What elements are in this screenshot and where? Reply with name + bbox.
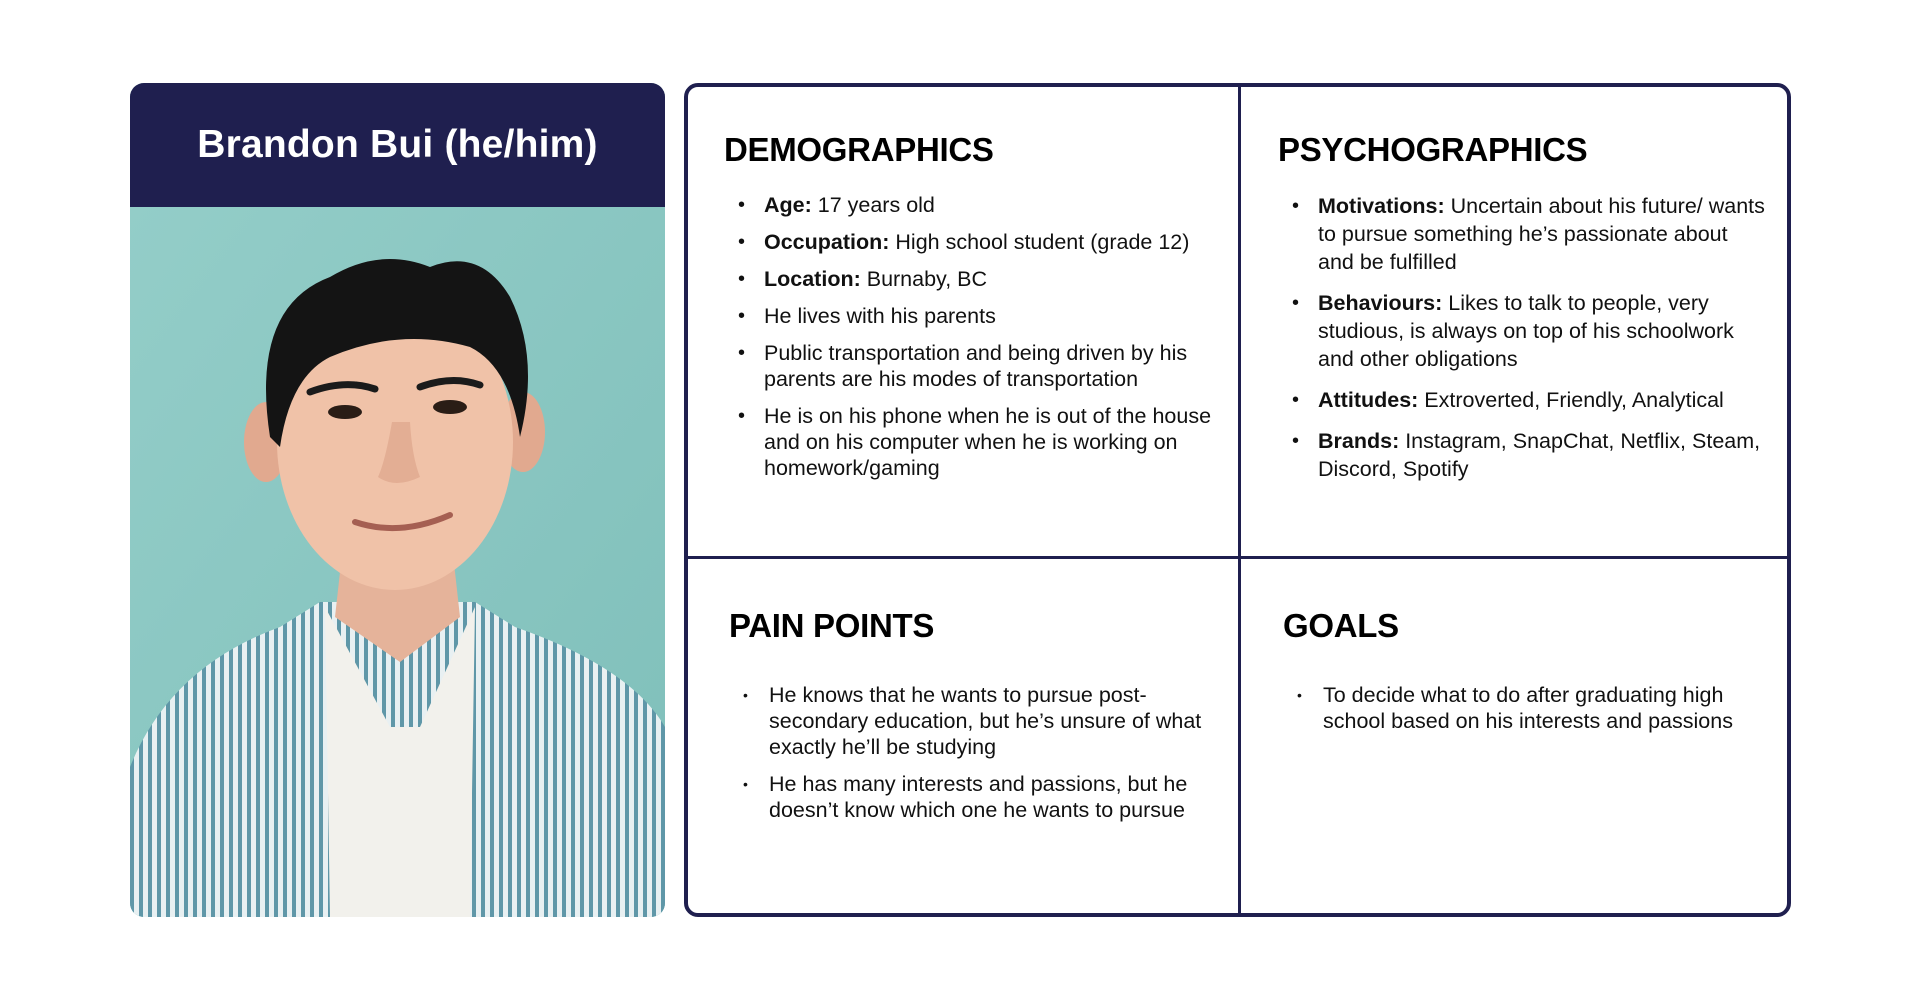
goals-title: GOALS	[1283, 607, 1399, 644]
persona-header	[130, 83, 665, 207]
list-item: • He is on his phone when he is out of the house and on his computer when he is working on homework/gaming	[724, 403, 1214, 481]
demographics-section	[724, 131, 1214, 492]
list-item: • Public transportation and being driven by his parents are his modes of transportation	[724, 340, 1214, 392]
psychographics-list	[1278, 192, 1768, 483]
demographics-list	[724, 192, 1214, 481]
pain-points-list	[729, 682, 1219, 823]
persona-name: Brandon Bui (he/him)	[197, 123, 598, 166]
persona-profile-card	[130, 83, 665, 917]
list-item: • Behaviours: Likes to talk to people, very studious, is always on top of his schoolwork and other obligations	[1278, 289, 1768, 373]
demographics-title: DEMOGRAPHICS	[724, 131, 994, 168]
list-item: • Attitudes: Extroverted, Friendly, Analytical	[1278, 386, 1768, 414]
persona-details-grid	[684, 83, 1791, 917]
vertical-divider	[1238, 83, 1241, 917]
list-item: • To decide what to do after graduating high school based on his interests and passions	[1283, 682, 1773, 734]
list-item: • Occupation: High school student (grade 12)	[724, 229, 1214, 255]
list-item: • He has many interests and passions, but he doesn’t know which one he wants to pursue	[729, 771, 1219, 823]
list-item: • Motivations: Uncertain about his future/ wants to pursue something he’s passionate about and be fulfilled	[1278, 192, 1768, 276]
list-item: • Age: 17 years old	[724, 192, 1214, 218]
list-item: • Brands: Instagram, SnapChat, Netflix, Steam, Discord, Spotify	[1278, 427, 1768, 483]
psychographics-section	[1278, 131, 1768, 496]
psychographics-title: PSYCHOGRAPHICS	[1278, 131, 1588, 168]
portrait-photo	[130, 207, 665, 917]
goals-list	[1283, 682, 1773, 734]
list-item: • He knows that he wants to pursue post-secondary education, but he’s unsure of what exactly he’ll be studying	[729, 682, 1219, 760]
pain-points-title: PAIN POINTS	[729, 607, 935, 644]
horizontal-divider	[688, 556, 1787, 559]
list-item: • Location: Burnaby, BC	[724, 266, 1214, 292]
goals-section	[1283, 607, 1773, 745]
pain-points-section	[729, 607, 1219, 834]
list-item: • He lives with his parents	[724, 303, 1214, 329]
